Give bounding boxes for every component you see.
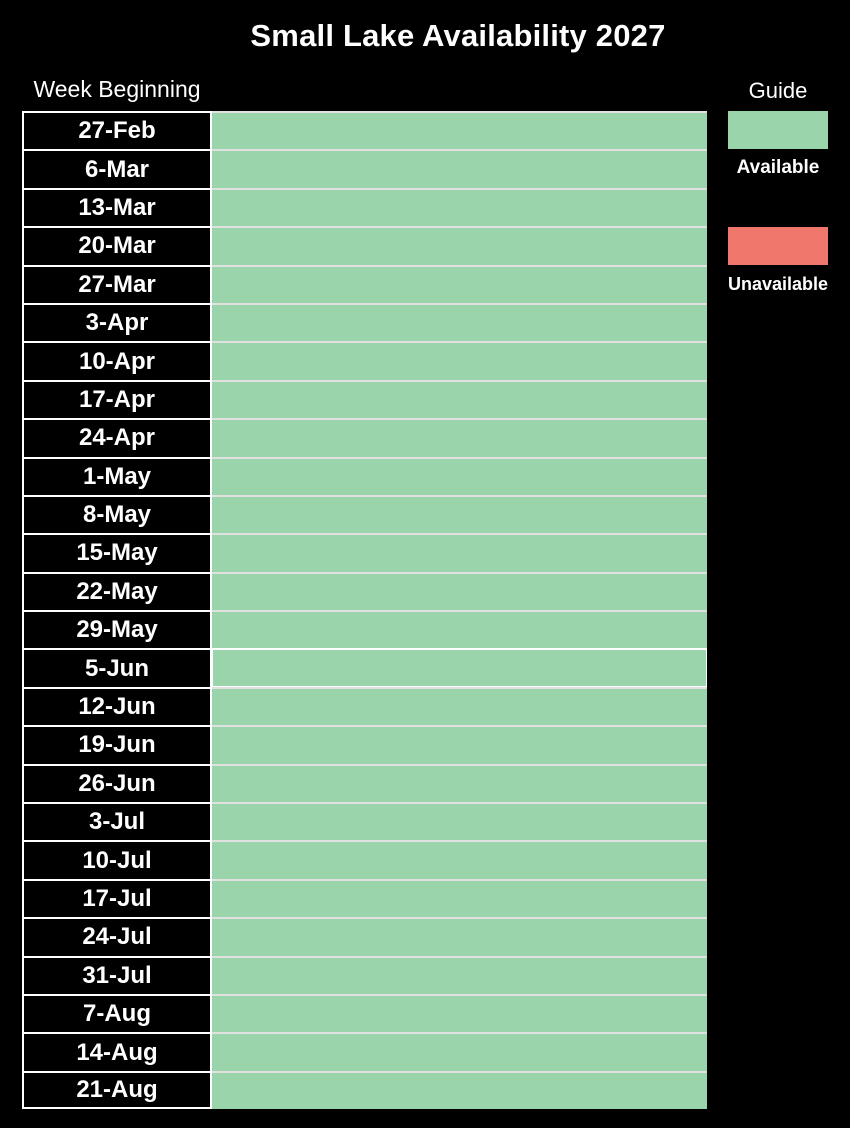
week-date-cell[interactable]: 24-Apr <box>22 418 212 456</box>
week-date-cell[interactable]: 20-Mar <box>22 226 212 264</box>
week-row[interactable] <box>22 457 707 495</box>
week-status-cell[interactable] <box>212 380 707 418</box>
guide-title: Guide <box>748 78 808 103</box>
guide-available-swatch <box>728 111 828 149</box>
week-row[interactable] <box>22 917 707 955</box>
week-status-cell[interactable] <box>212 495 707 533</box>
week-status-cell[interactable] <box>212 418 707 456</box>
week-row[interactable] <box>22 265 707 303</box>
availability-table <box>22 111 707 1109</box>
week-row[interactable] <box>22 495 707 533</box>
week-status-cell[interactable] <box>212 994 707 1032</box>
week-date-cell[interactable]: 10-Apr <box>22 341 212 379</box>
week-date-cell[interactable]: 21-Aug <box>22 1071 212 1109</box>
week-status-cell[interactable] <box>212 265 707 303</box>
week-row[interactable] <box>22 687 707 725</box>
week-status-cell[interactable] <box>212 572 707 610</box>
week-status-cell[interactable] <box>212 764 707 802</box>
week-row[interactable] <box>22 610 707 648</box>
guide-unavailable-swatch <box>728 227 828 265</box>
week-date-cell[interactable]: 5-Jun <box>22 648 212 686</box>
week-row[interactable] <box>22 226 707 264</box>
week-status-cell[interactable] <box>212 610 707 648</box>
week-beginning-header: Week Beginning <box>33 76 201 102</box>
week-date-cell[interactable]: 17-Apr <box>22 380 212 418</box>
week-row[interactable] <box>22 994 707 1032</box>
week-status-cell[interactable] <box>212 533 707 571</box>
week-date-cell[interactable]: 6-Mar <box>22 149 212 187</box>
week-date-cell[interactable]: 31-Jul <box>22 956 212 994</box>
week-date-cell[interactable]: 27-Feb <box>22 111 212 149</box>
week-date-cell[interactable]: 17-Jul <box>22 879 212 917</box>
week-date-cell[interactable]: 29-May <box>22 610 212 648</box>
page-title: Small Lake Availability 2027 <box>250 18 666 53</box>
week-row[interactable] <box>22 764 707 802</box>
week-row[interactable] <box>22 648 707 686</box>
week-row[interactable] <box>22 188 707 226</box>
week-row[interactable] <box>22 1032 707 1070</box>
week-date-cell[interactable]: 22-May <box>22 572 212 610</box>
week-status-cell[interactable] <box>212 917 707 955</box>
week-status-cell[interactable] <box>212 226 707 264</box>
week-date-cell[interactable]: 3-Apr <box>22 303 212 341</box>
week-date-cell[interactable]: 13-Mar <box>22 188 212 226</box>
week-date-cell[interactable]: 8-May <box>22 495 212 533</box>
week-status-cell[interactable] <box>212 648 707 686</box>
week-date-cell[interactable]: 24-Jul <box>22 917 212 955</box>
week-status-cell[interactable] <box>212 1032 707 1070</box>
week-status-cell[interactable] <box>212 687 707 725</box>
week-status-cell[interactable] <box>212 802 707 840</box>
week-row[interactable] <box>22 802 707 840</box>
week-status-cell[interactable] <box>212 457 707 495</box>
week-row[interactable] <box>22 111 707 149</box>
week-row[interactable] <box>22 725 707 763</box>
week-status-cell[interactable] <box>212 879 707 917</box>
week-status-cell[interactable] <box>212 1071 707 1109</box>
week-status-cell[interactable] <box>212 111 707 149</box>
week-row[interactable] <box>22 956 707 994</box>
week-status-cell[interactable] <box>212 956 707 994</box>
week-status-cell[interactable] <box>212 149 707 187</box>
week-row[interactable] <box>22 572 707 610</box>
week-status-cell[interactable] <box>212 341 707 379</box>
week-date-cell[interactable]: 26-Jun <box>22 764 212 802</box>
week-date-cell[interactable]: 10-Jul <box>22 840 212 878</box>
week-row[interactable] <box>22 341 707 379</box>
week-row[interactable] <box>22 879 707 917</box>
week-row[interactable] <box>22 149 707 187</box>
week-date-cell[interactable]: 15-May <box>22 533 212 571</box>
week-status-cell[interactable] <box>212 303 707 341</box>
week-row[interactable] <box>22 1071 707 1109</box>
week-status-cell[interactable] <box>212 188 707 226</box>
guide-available-label: Available <box>736 157 820 178</box>
week-date-cell[interactable]: 14-Aug <box>22 1032 212 1070</box>
week-date-cell[interactable]: 12-Jun <box>22 687 212 725</box>
week-row[interactable] <box>22 380 707 418</box>
week-status-cell[interactable] <box>212 840 707 878</box>
week-row[interactable] <box>22 418 707 456</box>
week-date-cell[interactable]: 19-Jun <box>22 725 212 763</box>
week-date-cell[interactable]: 7-Aug <box>22 994 212 1032</box>
week-row[interactable] <box>22 533 707 571</box>
week-date-cell[interactable]: 27-Mar <box>22 265 212 303</box>
week-date-cell[interactable]: 1-May <box>22 457 212 495</box>
week-row[interactable] <box>22 840 707 878</box>
week-date-cell[interactable]: 3-Jul <box>22 802 212 840</box>
week-row[interactable] <box>22 303 707 341</box>
guide-unavailable-label: Unavailable <box>727 274 829 294</box>
week-status-cell[interactable] <box>212 725 707 763</box>
